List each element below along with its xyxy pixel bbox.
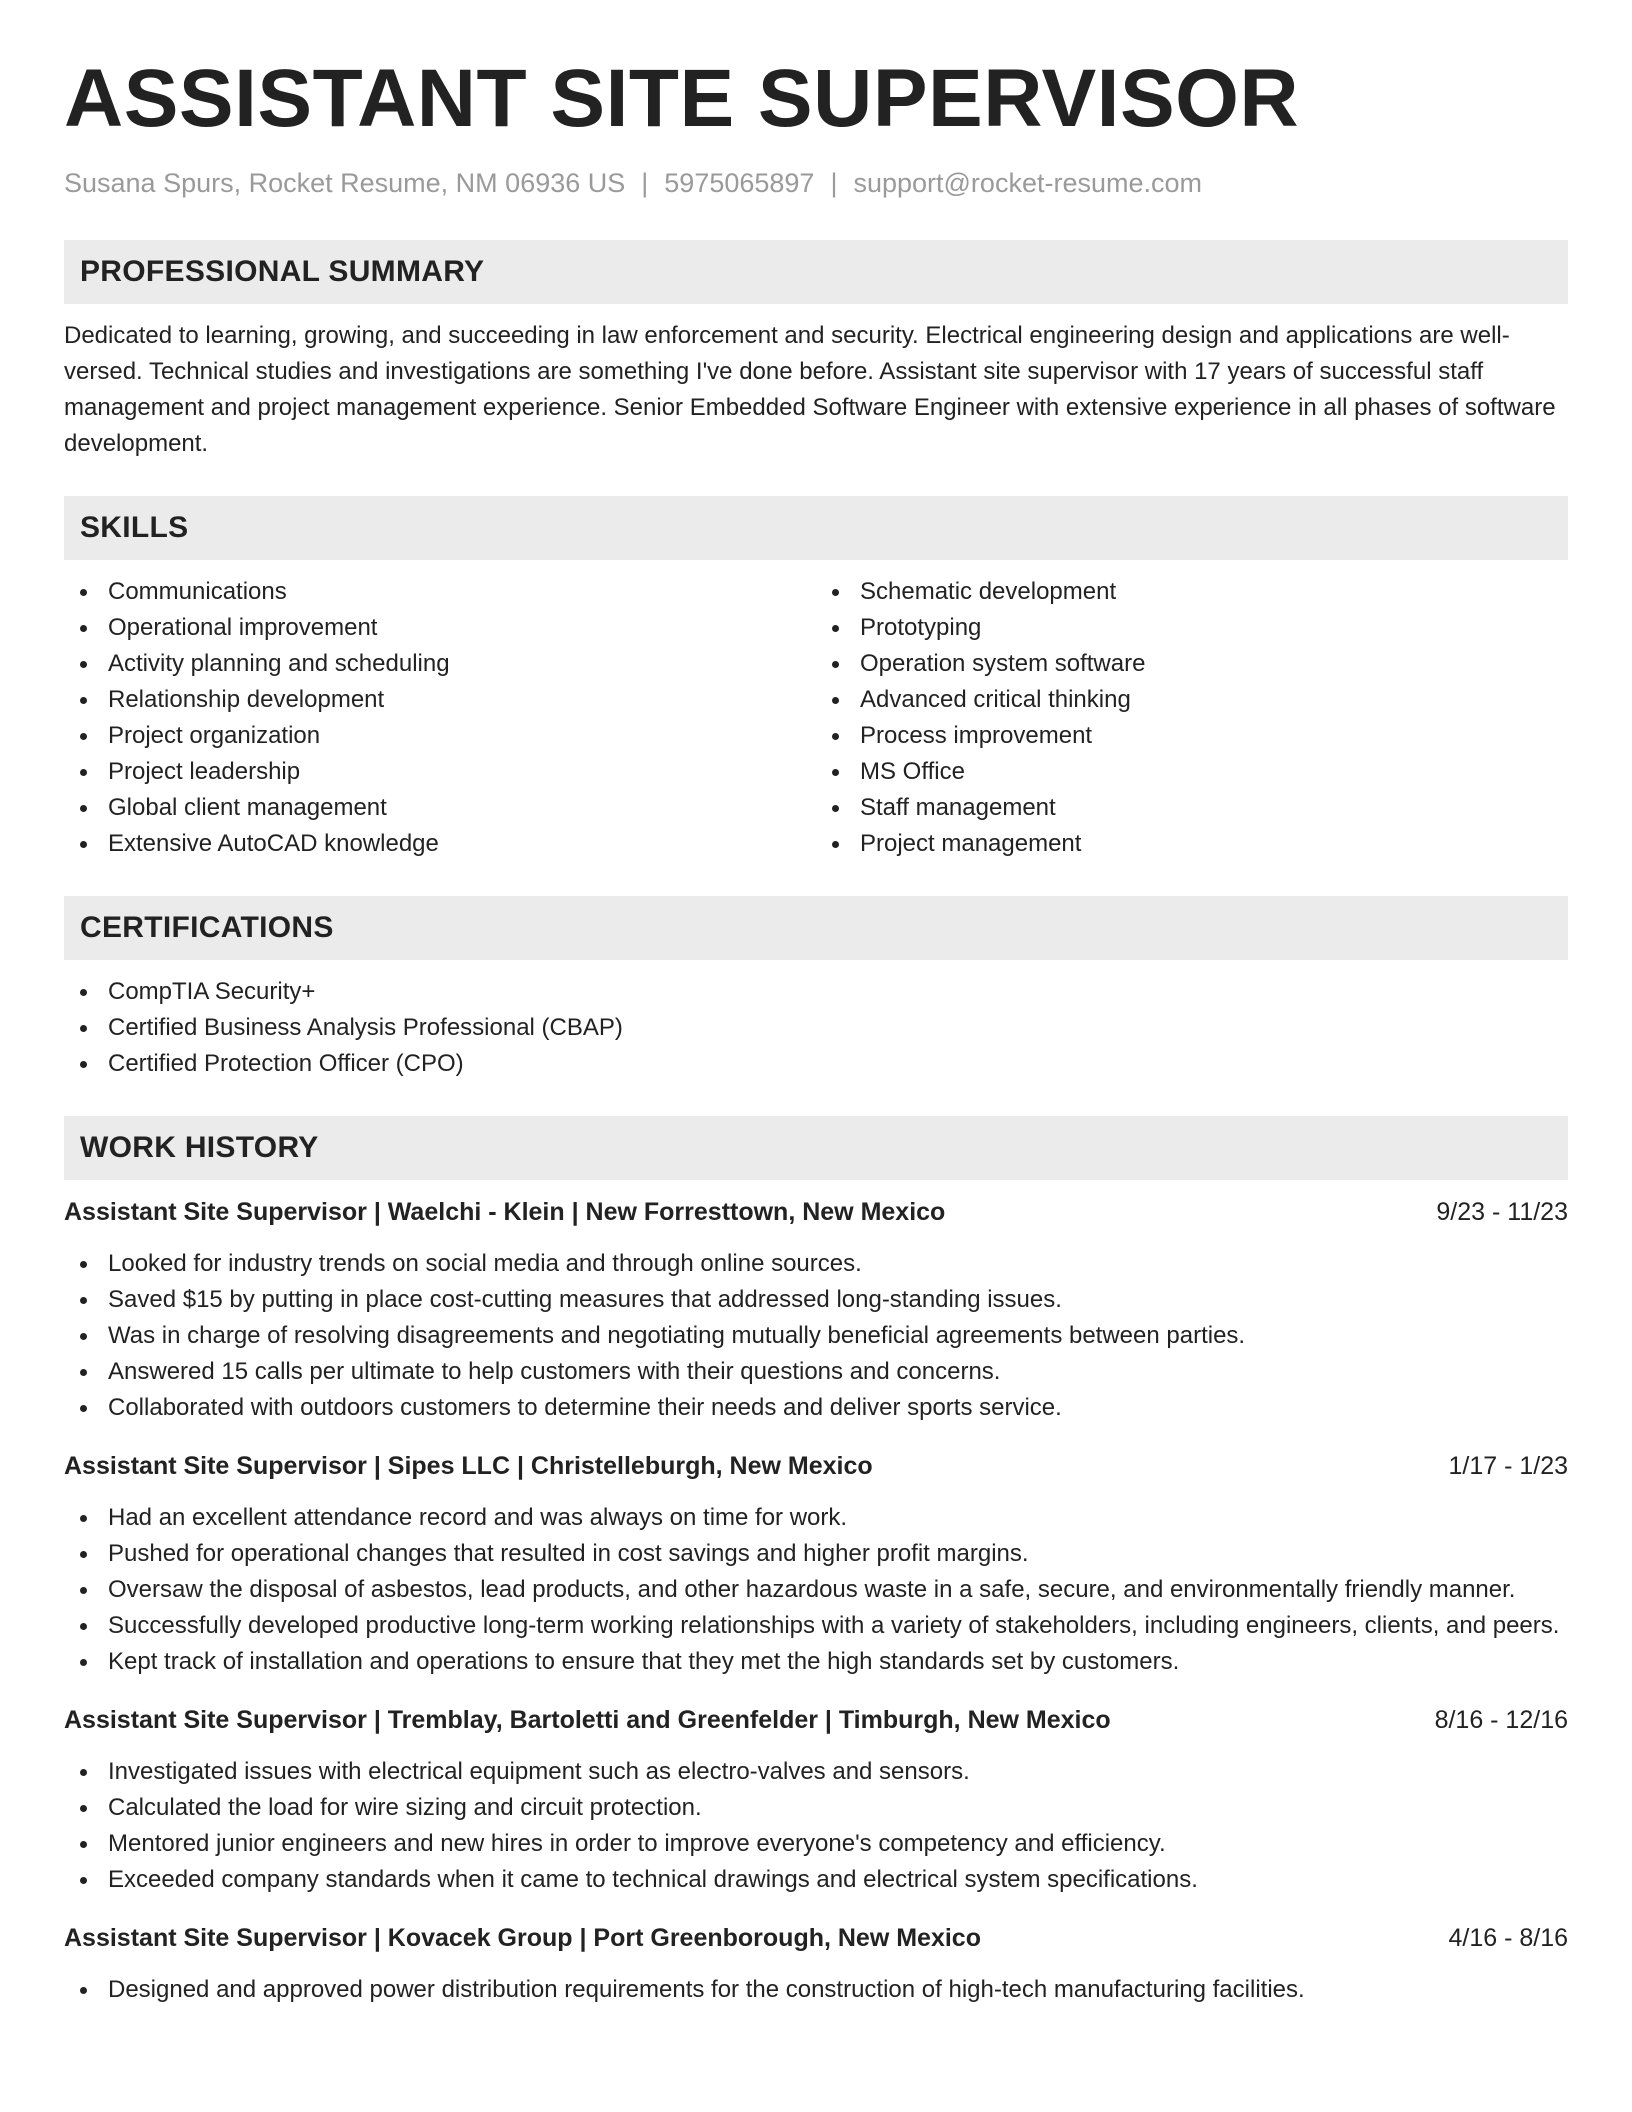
skill-item: Project management	[816, 826, 1568, 862]
job-bullets	[64, 1500, 1568, 1680]
job-header	[64, 1702, 1568, 1738]
job-bullet: Successfully developed productive long-term working relationships with a variety of stakeholders, including engineers, clients, and peers.	[64, 1608, 1568, 1644]
certification-item: Certified Protection Officer (CPO)	[64, 1046, 1568, 1082]
certification-item: Certified Business Analysis Professional (CBAP)	[64, 1010, 1568, 1046]
skill-item: MS Office	[816, 754, 1568, 790]
skills-right-list	[816, 574, 1568, 862]
job-dates: 9/23 - 11/23	[1436, 1198, 1568, 1227]
job-entry	[64, 1702, 1568, 1898]
job-bullet: Kept track of installation and operations to ensure that they met the high standards set by customers.	[64, 1644, 1568, 1680]
skill-item: Schematic development	[816, 574, 1568, 610]
skill-item: Project leadership	[64, 754, 816, 790]
job-bullet: Answered 15 calls per ultimate to help customers with their questions and concerns.	[64, 1354, 1568, 1390]
job-entry	[64, 1920, 1568, 2008]
skill-item: Communications	[64, 574, 816, 610]
resume-title: ASSISTANT SITE SUPERVISOR	[64, 53, 1300, 144]
job-dates: 4/16 - 8/16	[1448, 1924, 1568, 1953]
work-history-section	[64, 1116, 1568, 2008]
job-bullet: Calculated the load for wire sizing and circuit protection.	[64, 1790, 1568, 1826]
job-bullet: Designed and approved power distribution requirements for the construction of high-tech manufacturing facilities.	[64, 1972, 1568, 2008]
work-history-heading: WORK HISTORY	[64, 1116, 1568, 1180]
job-header	[64, 1448, 1568, 1484]
job-bullet: Investigated issues with electrical equipment such as electro-valves and sensors.	[64, 1754, 1568, 1790]
contact-email: support@rocket-resume.com	[853, 168, 1202, 199]
job-bullets	[64, 1754, 1568, 1898]
contact-separator: |	[830, 168, 838, 199]
skills-heading: SKILLS	[64, 496, 1568, 560]
job-entry	[64, 1194, 1568, 1426]
job-bullet: Looked for industry trends on social media and through online sources.	[64, 1246, 1568, 1282]
job-bullets	[64, 1246, 1568, 1426]
job-title: Assistant Site Supervisor | Kovacek Group | Port Greenborough, New Mexico	[64, 1924, 981, 1953]
skill-item: Activity planning and scheduling	[64, 646, 816, 682]
skills-grid	[64, 574, 1568, 862]
contact-separator: |	[641, 168, 649, 199]
skill-item: Operation system software	[816, 646, 1568, 682]
job-bullets	[64, 1972, 1568, 2008]
skill-item: Staff management	[816, 790, 1568, 826]
skill-item: Prototyping	[816, 610, 1568, 646]
skills-left-list	[64, 574, 816, 862]
job-bullet: Pushed for operational changes that resulted in cost savings and higher profit margins.	[64, 1536, 1568, 1572]
certifications-section	[64, 896, 1568, 1082]
skill-item: Advanced critical thinking	[816, 682, 1568, 718]
job-title: Assistant Site Supervisor | Waelchi - Klein | New Forresttown, New Mexico	[64, 1198, 946, 1227]
skill-item: Operational improvement	[64, 610, 816, 646]
certifications-list	[64, 974, 1568, 1082]
job-header	[64, 1194, 1568, 1230]
job-bullet: Was in charge of resolving disagreements and negotiating mutually beneficial agreements between parties.	[64, 1318, 1568, 1354]
job-bullet: Oversaw the disposal of asbestos, lead products, and other hazardous waste in a safe, secure, and environmentally friendly manner.	[64, 1572, 1568, 1608]
job-bullet: Had an excellent attendance record and was always on time for work.	[64, 1500, 1568, 1536]
job-bullet: Exceeded company standards when it came to technical drawings and electrical system specifications.	[64, 1862, 1568, 1898]
job-entry	[64, 1448, 1568, 1680]
certification-item: CompTIA Security+	[64, 974, 1568, 1010]
skill-item: Global client management	[64, 790, 816, 826]
jobs-list	[64, 1194, 1568, 2008]
job-dates: 8/16 - 12/16	[1434, 1706, 1568, 1735]
skill-item: Relationship development	[64, 682, 816, 718]
skill-item: Process improvement	[816, 718, 1568, 754]
contact-address: Susana Spurs, Rocket Resume, NM 06936 US	[64, 168, 626, 199]
skill-item: Extensive AutoCAD knowledge	[64, 826, 816, 862]
contact-phone: 5975065897	[664, 168, 815, 199]
summary-section	[64, 240, 1568, 462]
summary-heading: PROFESSIONAL SUMMARY	[64, 240, 1568, 304]
job-title: Assistant Site Supervisor | Tremblay, Bartoletti and Greenfelder | Timburgh, New Mexico	[64, 1706, 1111, 1735]
job-bullet: Saved $15 by putting in place cost-cutting measures that addressed long-standing issues.	[64, 1282, 1568, 1318]
job-header	[64, 1920, 1568, 1956]
job-bullet: Collaborated with outdoors customers to determine their needs and deliver sports service.	[64, 1390, 1568, 1426]
contact-line	[64, 166, 1568, 201]
job-title: Assistant Site Supervisor | Sipes LLC | Christelleburgh, New Mexico	[64, 1452, 873, 1481]
skills-section	[64, 496, 1568, 862]
skill-item: Project organization	[64, 718, 816, 754]
summary-text: Dedicated to learning, growing, and succeeding in law enforcement and security. Electrical engineering design and applications are well-versed. Technical studies and investigations are something I've done before. Assistant site supervisor with 17 years of successful staff management and project management experience. Senior Embedded Software Engineer with extensive experience in all phases of software development.	[64, 322, 1556, 458]
certifications-heading: CERTIFICATIONS	[64, 896, 1568, 960]
job-bullet: Mentored junior engineers and new hires in order to improve everyone's competency and efficiency.	[64, 1826, 1568, 1862]
job-dates: 1/17 - 1/23	[1448, 1452, 1568, 1481]
